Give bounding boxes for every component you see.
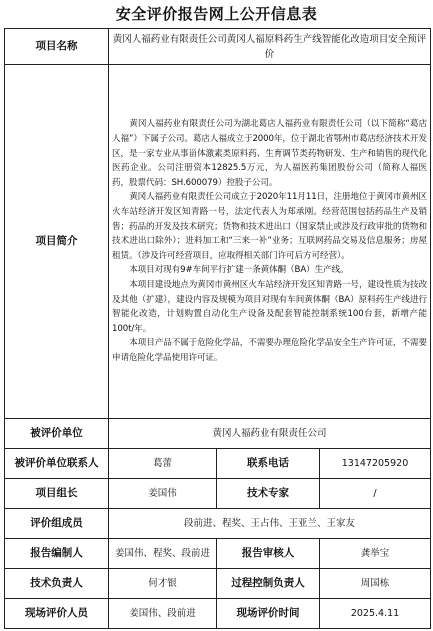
phone-value: 13147205920 xyxy=(320,449,431,479)
phone-label: 联系电话 xyxy=(217,449,320,479)
intro-paragraph: 本项目对现有9#车间平行扩建一条黄体酮（BA）生产线。 xyxy=(129,265,349,276)
row-site-evaluators xyxy=(5,599,431,629)
tech-lead-label: 技术负责人 xyxy=(5,569,109,599)
report-reviewer-value: 龚举宝 xyxy=(320,539,431,569)
tech-expert-value: / xyxy=(320,479,431,509)
team-leader-value: 姜国伟 xyxy=(109,479,217,509)
project-intro-label: 项目简介 xyxy=(5,65,109,419)
site-evaluators-value: 姜国伟、段前进 xyxy=(109,599,217,629)
team-members-label: 评价组成员 xyxy=(5,509,109,539)
row-team-members xyxy=(5,509,431,539)
intro-paragraph: 本项目产品不属于危险化学品，不需要办理危险化学品安全生产许可证，不需要申请危险化学品使用许可证。 xyxy=(112,338,428,363)
report-preparer-label: 报告编制人 xyxy=(5,539,109,569)
report-preparer-value: 姜国伟、程奖、段前进 xyxy=(109,539,217,569)
tech-expert-label: 技术专家 xyxy=(217,479,320,509)
report-reviewer-label: 报告审核人 xyxy=(217,539,320,569)
team-members-value: 段前进、程奖、王占伟、王亚兰、王家友 xyxy=(109,509,431,539)
process-control-label: 过程控制负责人 xyxy=(217,569,320,599)
project-name-label: 项目名称 xyxy=(5,29,109,65)
intro-paragraph: 黄冈人福药业有限责任公司成立于2020年11月11日，注册地位于黄冈市黄州区火车站经济开发区知青路一号，法定代表人为郑承刚。经营范围包括药品生产及销售；药品的开发及技术研究；货物和技术进出口（国家禁止或涉及行政审批的货物和技术进出口除外）；进料加工和“三来一补”业务；互联网药品交易及信息服务；房屋租赁。（涉及许可经营项目，应取得相关部门许可后方可经营）。 xyxy=(112,192,428,261)
info-table xyxy=(4,28,431,629)
row-project-intro xyxy=(5,65,431,419)
contact-value: 葛蕾 xyxy=(109,449,217,479)
site-evaluation-time-value: 2025.4.11 xyxy=(320,599,431,629)
evaluation-unit-value: 黄冈人福药业有限责任公司 xyxy=(109,419,431,449)
site-evaluators-label: 现场评价人员 xyxy=(5,599,109,629)
tech-lead-value: 何才银 xyxy=(109,569,217,599)
intro-paragraph: 黄冈人福药业有限责任公司为湖北葛店人福药业有限责任公司（以下简称“葛店人福”）下属子公司。葛店人福成立于2000年，位于湖北省鄂州市葛店经济技术开发区，是一家专业从事甾体激素类原料药、生育调节类药物研发、生产和销售的现代化医药企业。公司注册资本12825.5万元，为人福医药集团股份公司（简称人福医药，股票代码：SH.600079）控股子公司。 xyxy=(112,119,428,188)
project-intro-text xyxy=(109,65,431,419)
row-contact xyxy=(5,449,431,479)
row-report-preparer xyxy=(5,539,431,569)
document-title: 安全评价报告网上公开信息表 xyxy=(115,5,318,23)
site-evaluation-time-label: 现场评价时间 xyxy=(217,599,320,629)
contact-label: 被评价单位联系人 xyxy=(5,449,109,479)
process-control-value: 周国栋 xyxy=(320,569,431,599)
row-project-name xyxy=(5,29,431,65)
evaluation-unit-label: 被评价单位 xyxy=(5,419,109,449)
project-name-value: 黄冈人福药业有限责任公司黄冈人福原料药生产线智能化改造项目安全预评价 xyxy=(109,29,431,65)
row-tech-lead xyxy=(5,569,431,599)
row-evaluation-unit xyxy=(5,419,431,449)
row-team-leader xyxy=(5,479,431,509)
team-leader-label: 项目组长 xyxy=(5,479,109,509)
intro-paragraph: 本项目建设地点为黄冈市黄州区火车站经济开发区知青路一号，建设性质为技改及其他（扩建），建设内容及规模为项目对现有车间黄体酮（BA）原料药生产线进行智能化改造，计划购置自动化生产设备及配套智能控制系统100台套，新增产能100t/年。 xyxy=(112,279,428,334)
